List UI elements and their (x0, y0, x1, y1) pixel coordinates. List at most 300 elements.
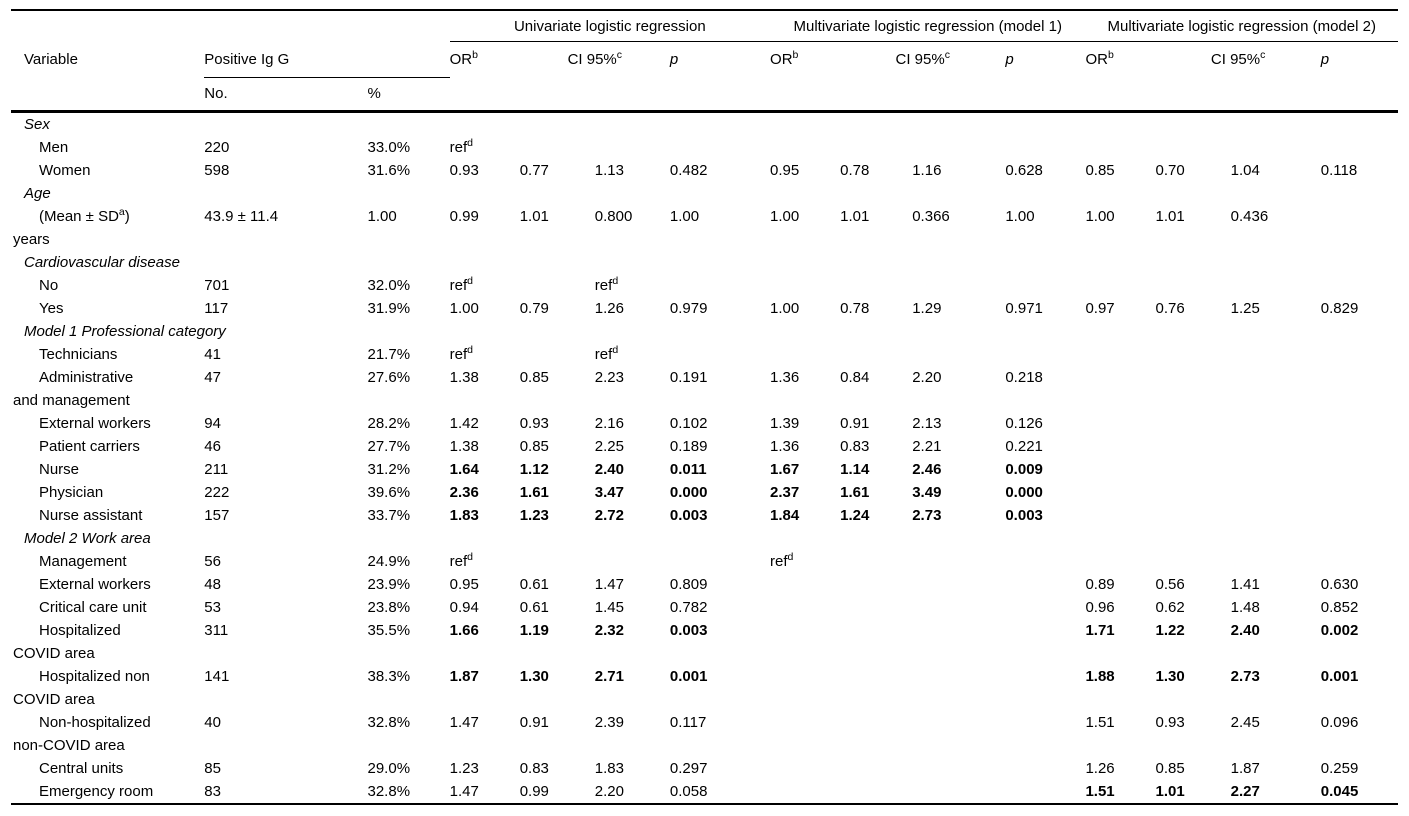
value-cell: 35.5% (367, 621, 411, 639)
value-cell: 1.01 (519, 207, 549, 225)
value-cell (1156, 458, 1231, 481)
variable-label-continuation: years (13, 230, 50, 248)
value-cell (1231, 343, 1321, 366)
value-cell: 1.13 (594, 161, 624, 179)
value-cell: 0.102 (669, 414, 708, 432)
value-cell: 2.20 (594, 782, 624, 800)
variable-label-continuation: COVID area (13, 644, 95, 662)
value-cell (912, 711, 1005, 757)
value-cell (770, 573, 840, 596)
table-row (11, 711, 1398, 757)
value-cell (1085, 435, 1155, 458)
value-cell (770, 343, 840, 366)
value-cell (912, 573, 1005, 596)
ci-header-univariate: CI 95%$^c$ (567, 49, 623, 68)
value-cell (520, 550, 595, 573)
value-cell: 31.9% (367, 299, 411, 317)
value-cell: 0.83 (519, 759, 549, 777)
value-cell: 94 (204, 414, 221, 432)
value-cell: 141 (204, 667, 230, 685)
value-cell: 0.979 (669, 299, 708, 317)
value-cell: 1.61 (840, 483, 870, 501)
or-header-univariate: $OR^b$ (449, 49, 478, 68)
value-cell: 2.36 (449, 483, 479, 501)
value-cell (1156, 343, 1231, 366)
value-cell (840, 274, 912, 297)
value-cell: 1.36 (770, 368, 800, 386)
value-cell (1156, 504, 1231, 527)
value-cell (670, 550, 770, 573)
value-cell (912, 757, 1005, 780)
value-cell: 701 (204, 276, 230, 294)
value-cell (1005, 665, 1085, 711)
ci-header-model2: CI 95%$^c$ (1210, 49, 1266, 68)
value-cell: 38.3% (367, 667, 411, 685)
variable-label: Patient carriers (39, 437, 140, 455)
value-cell: 1.00 (669, 207, 700, 225)
value-cell (840, 665, 912, 711)
value-cell (1005, 274, 1085, 297)
value-cell: 1.00 (449, 299, 479, 317)
variable-cell (11, 366, 204, 412)
value-cell: 27.7% (367, 437, 411, 455)
value-cell: 0.56 (1155, 575, 1185, 593)
section-label: Sex (24, 115, 50, 133)
value-cell: ref$^d$ (449, 274, 473, 294)
value-cell: 2.23 (594, 368, 624, 386)
value-cell: 29.0% (367, 759, 411, 777)
p-header-model2: p (1320, 51, 1330, 68)
value-cell (912, 619, 1005, 665)
column-labels-row (11, 42, 1398, 78)
value-cell (1005, 711, 1085, 757)
value-cell: 53 (204, 598, 221, 616)
variable-cell (11, 481, 204, 504)
variable-cell (11, 619, 204, 665)
variable-label: Men (39, 138, 69, 156)
value-cell (1005, 757, 1085, 780)
value-cell (1321, 550, 1398, 573)
variable-label: (Mean ± $SD^a$) (39, 205, 130, 225)
table-row (11, 343, 1398, 366)
value-cell: 0.117 (669, 713, 707, 731)
no-column-header: No. (204, 77, 367, 111)
value-cell (1005, 550, 1085, 573)
value-cell: 598 (204, 161, 230, 179)
value-cell: 0.95 (449, 575, 479, 593)
value-cell: 1.47 (449, 782, 479, 800)
value-cell: 1.66 (449, 621, 479, 639)
value-cell: 0.85 (519, 437, 549, 455)
variable-label: Nurse (39, 460, 80, 478)
value-cell: 2.37 (770, 483, 800, 501)
table-row (11, 757, 1398, 780)
value-cell: 0.79 (519, 299, 549, 317)
value-cell: 0.93 (519, 414, 549, 432)
value-cell: ref$^d$ (594, 274, 619, 294)
table-row (11, 412, 1398, 435)
section-label: Cardiovascular disease (24, 253, 180, 271)
value-cell: 1.19 (519, 621, 549, 639)
value-cell: 0.782 (669, 598, 708, 616)
value-cell: 0.800 (594, 207, 633, 225)
variable-cell (11, 504, 204, 527)
value-cell: 0.829 (1320, 299, 1359, 317)
value-cell: 43.9 ± 11.4 (204, 207, 279, 225)
value-cell (1321, 435, 1398, 458)
value-cell: 0.93 (1155, 713, 1185, 731)
value-cell: ref$^d$ (594, 343, 619, 363)
value-cell: 0.096 (1320, 713, 1359, 731)
value-cell (1321, 366, 1398, 412)
value-cell: 0.61 (519, 598, 549, 616)
value-cell: 2.25 (594, 437, 624, 455)
value-cell (1321, 274, 1398, 297)
value-cell: 0.93 (449, 161, 479, 179)
table-row (11, 458, 1398, 481)
value-cell: 48 (204, 575, 221, 593)
value-cell: 1.88 (1085, 667, 1115, 685)
group-header-univariate: Univariate logistic regression (450, 10, 770, 42)
section-row (11, 527, 1398, 550)
value-cell: ref$^d$ (449, 343, 473, 363)
value-cell (840, 343, 912, 366)
section-label: Model 1 Professional category (24, 322, 226, 340)
value-cell: 1.23 (519, 506, 549, 524)
variable-label: Yes (39, 299, 64, 317)
value-cell: 33.0% (367, 138, 411, 156)
variable-cell (11, 274, 204, 297)
table-row (11, 481, 1398, 504)
value-cell: 1.12 (519, 460, 549, 478)
value-cell: 23.8% (367, 598, 411, 616)
variable-label: Non-hospitalized (39, 713, 151, 731)
value-cell: 1.84 (770, 506, 800, 524)
variable-cell (11, 435, 204, 458)
value-cell: 0.058 (669, 782, 708, 800)
value-cell: 31.2% (367, 460, 411, 478)
value-cell (520, 274, 595, 297)
value-cell: 0.78 (840, 161, 870, 179)
value-cell (1231, 550, 1321, 573)
value-cell: 0.971 (1005, 299, 1043, 317)
variable-cell (11, 596, 204, 619)
value-cell (840, 573, 912, 596)
value-cell: 2.73 (912, 506, 942, 524)
value-cell: 222 (204, 483, 230, 501)
value-cell (1321, 343, 1398, 366)
value-cell: 1.30 (519, 667, 549, 685)
value-cell (1321, 458, 1398, 481)
table-row (11, 274, 1398, 297)
value-cell: 1.01 (1155, 207, 1185, 225)
value-cell: 0.85 (1085, 161, 1115, 179)
value-cell: 1.36 (770, 437, 800, 455)
value-cell (912, 136, 1005, 159)
value-cell: 2.20 (912, 368, 942, 386)
value-cell: 1.26 (594, 299, 624, 317)
value-cell (1321, 481, 1398, 504)
value-cell: 1.83 (449, 506, 479, 524)
value-cell: 1.83 (594, 759, 624, 777)
value-cell: 0.85 (519, 368, 549, 386)
value-cell: 0.118 (1320, 161, 1358, 179)
variable-cell (11, 136, 204, 159)
value-cell (1321, 504, 1398, 527)
value-cell: 1.39 (770, 414, 800, 432)
value-cell: 1.25 (1230, 299, 1260, 317)
value-cell (840, 757, 912, 780)
value-cell (1231, 435, 1321, 458)
variable-label: Physician (39, 483, 104, 501)
value-cell (1231, 412, 1321, 435)
value-cell: 23.9% (367, 575, 411, 593)
table-row (11, 504, 1398, 527)
value-cell: 2.16 (594, 414, 624, 432)
value-cell: 2.27 (1230, 782, 1260, 800)
value-cell (912, 550, 1005, 573)
table-row (11, 665, 1398, 711)
value-cell (770, 596, 840, 619)
value-cell: 32.0% (367, 276, 411, 294)
value-cell (840, 596, 912, 619)
value-cell (1085, 412, 1155, 435)
value-cell: 1.14 (840, 460, 870, 478)
table-row (11, 550, 1398, 573)
value-cell (770, 619, 840, 665)
value-cell: 0.482 (669, 161, 708, 179)
value-cell: 56 (204, 552, 221, 570)
value-cell: 1.00 (1005, 207, 1035, 225)
value-cell (912, 596, 1005, 619)
variable-label: Central units (39, 759, 124, 777)
or-header-model1: $OR^b$ (770, 49, 799, 68)
variable-label: Administrative (39, 368, 134, 386)
value-cell (840, 619, 912, 665)
section-row (11, 320, 1398, 343)
value-cell (520, 343, 595, 366)
regression-table (11, 9, 1398, 805)
value-cell: 2.71 (594, 667, 624, 685)
value-cell: 0.62 (1155, 598, 1185, 616)
variable-label-continuation: COVID area (13, 690, 95, 708)
value-cell: 1.87 (449, 667, 479, 685)
value-cell: 0.852 (1320, 598, 1359, 616)
value-cell (840, 136, 912, 159)
value-cell: 0.001 (1320, 667, 1359, 685)
value-cell: 0.221 (1005, 437, 1043, 455)
value-cell: 1.47 (449, 713, 479, 731)
p-header-univariate: p (669, 51, 679, 68)
value-cell: 0.83 (840, 437, 870, 455)
table-row (11, 435, 1398, 458)
variable-cell (11, 711, 204, 757)
value-cell: 0.99 (519, 782, 549, 800)
value-cell: 31.6% (367, 161, 411, 179)
table-row (11, 596, 1398, 619)
value-cell: 3.49 (912, 483, 942, 501)
value-cell: 2.39 (594, 713, 624, 731)
value-cell: 0.259 (1320, 759, 1359, 777)
value-cell (1156, 366, 1231, 412)
value-cell: 0.84 (840, 368, 870, 386)
value-cell: 0.99 (449, 207, 479, 225)
value-cell: 1.22 (1155, 621, 1185, 639)
table-row (11, 780, 1398, 804)
value-cell: 311 (204, 621, 229, 639)
value-cell: 0.436 (1230, 207, 1269, 225)
table-row (11, 136, 1398, 159)
value-cell: 1.71 (1085, 621, 1115, 639)
value-cell: 0.97 (1085, 299, 1115, 317)
value-cell: 1.00 (770, 207, 800, 225)
variable-column-header: Variable (24, 50, 78, 68)
value-cell: 0.70 (1155, 161, 1185, 179)
value-cell (1005, 136, 1085, 159)
value-cell: 1.47 (594, 575, 624, 593)
value-cell: 1.23 (449, 759, 479, 777)
value-cell: 0.366 (912, 207, 950, 225)
variable-cell (11, 159, 204, 182)
value-cell (770, 136, 840, 159)
value-cell (1085, 481, 1155, 504)
value-cell: 0.002 (1320, 621, 1359, 639)
value-cell: 1.41 (1230, 575, 1260, 593)
value-cell: 1.38 (449, 368, 479, 386)
value-cell (520, 136, 595, 159)
value-cell (1005, 780, 1085, 804)
value-cell: 24.9% (367, 552, 411, 570)
variable-cell (11, 780, 204, 804)
value-cell: 0.630 (1320, 575, 1359, 593)
value-cell: 1.16 (912, 161, 942, 179)
value-cell: 1.00 (770, 299, 800, 317)
value-cell: 2.73 (1230, 667, 1260, 685)
variable-cell (11, 458, 204, 481)
value-cell (670, 274, 770, 297)
value-cell (1005, 573, 1085, 596)
value-cell (1085, 550, 1155, 573)
group-header-row (11, 10, 1398, 42)
value-cell (1231, 481, 1321, 504)
value-cell (912, 665, 1005, 711)
value-cell: 2.45 (1230, 713, 1260, 731)
value-cell: 211 (204, 460, 229, 478)
variable-label: Management (39, 552, 127, 570)
value-cell: 32.8% (367, 782, 411, 800)
value-cell (1321, 412, 1398, 435)
table-body (11, 111, 1398, 804)
value-cell: 27.6% (367, 368, 411, 386)
value-cell (1005, 596, 1085, 619)
section-label: Model 2 Work area (24, 529, 151, 547)
value-cell: 0.78 (840, 299, 870, 317)
percent-column-header: % (368, 77, 450, 111)
variable-label: Critical care unit (39, 598, 147, 616)
value-cell (1005, 619, 1085, 665)
value-cell (1231, 504, 1321, 527)
value-cell: 0.77 (519, 161, 549, 179)
value-cell (1085, 343, 1155, 366)
value-cell: 85 (204, 759, 221, 777)
value-cell: 1.26 (1085, 759, 1115, 777)
value-cell (840, 550, 912, 573)
table-row (11, 205, 1398, 251)
value-cell: 0.96 (1085, 598, 1115, 616)
value-cell: 1.04 (1230, 161, 1260, 179)
value-cell: 1.45 (594, 598, 624, 616)
value-cell: 33.7% (367, 506, 411, 524)
value-cell: 157 (204, 506, 230, 524)
variable-cell (11, 205, 204, 251)
value-cell: 0.91 (840, 414, 870, 432)
value-cell (670, 343, 770, 366)
value-cell (912, 274, 1005, 297)
value-cell: 1.29 (912, 299, 942, 317)
value-cell (770, 711, 840, 757)
value-cell: 1.24 (840, 506, 870, 524)
variable-cell (11, 297, 204, 320)
value-cell: 1.48 (1230, 598, 1260, 616)
value-cell: 220 (204, 138, 230, 156)
value-cell (1321, 205, 1398, 251)
table-header (11, 10, 1398, 111)
variable-label: Emergency room (39, 782, 154, 800)
or-header-model2: $OR^b$ (1085, 49, 1114, 68)
value-cell: 1.38 (449, 437, 479, 455)
section-label: Age (24, 184, 51, 202)
value-cell: ref$^d$ (449, 550, 473, 570)
value-cell: 0.001 (669, 667, 708, 685)
value-cell (912, 780, 1005, 804)
value-cell (1156, 435, 1231, 458)
value-cell: 0.809 (669, 575, 708, 593)
value-cell: 2.40 (1230, 621, 1260, 639)
value-cell: 0.76 (1155, 299, 1185, 317)
value-cell: 1.00 (1085, 207, 1115, 225)
value-cell (1085, 274, 1155, 297)
value-cell (670, 136, 770, 159)
value-cell: 1.61 (519, 483, 549, 501)
positive-igg-header: Positive Ig G (204, 42, 449, 78)
value-cell: 32.8% (367, 713, 411, 731)
value-cell: 1.64 (449, 460, 479, 478)
table-row (11, 366, 1398, 412)
value-cell: 0.89 (1085, 575, 1115, 593)
value-cell (595, 550, 670, 573)
sub-header-spacer-right (450, 77, 1398, 111)
variable-label: No (39, 276, 59, 294)
value-cell: 0.011 (669, 460, 707, 478)
value-cell (1156, 136, 1231, 159)
value-cell: 0.126 (1005, 414, 1043, 432)
value-cell: 39.6% (367, 483, 411, 501)
value-cell: 47 (204, 368, 221, 386)
value-cell: 0.191 (669, 368, 708, 386)
value-cell (912, 343, 1005, 366)
value-cell: 0.95 (770, 161, 800, 179)
variable-label: Women (39, 161, 91, 179)
value-cell (1231, 136, 1321, 159)
value-cell: 2.40 (594, 460, 624, 478)
sub-header-row (11, 77, 1398, 111)
variable-cell (11, 343, 204, 366)
value-cell (1156, 274, 1231, 297)
value-cell: 1.01 (1155, 782, 1185, 800)
value-cell (770, 665, 840, 711)
value-cell: 1.51 (1085, 782, 1115, 800)
value-cell (1156, 412, 1231, 435)
